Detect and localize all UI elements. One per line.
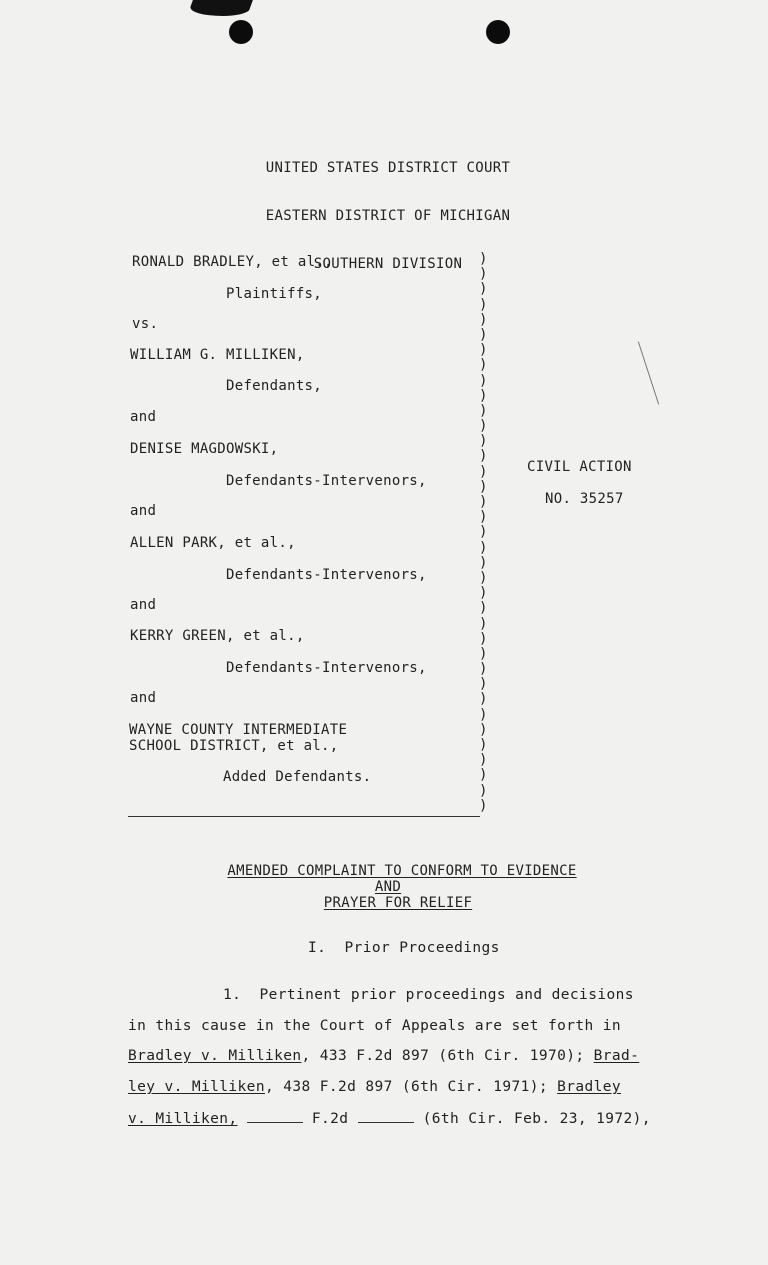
plaintiff-name: RONALD BRADLEY, et al., (132, 254, 333, 270)
paragraph-line (128, 1110, 651, 1127)
court-division: SOUTHERN DIVISION (313, 256, 463, 272)
conjunction-and: and (130, 690, 157, 706)
document-subtitle: PRAYER FOR RELIEF (323, 895, 473, 911)
case-citation: v. Milliken, (128, 1111, 238, 1127)
intervenor-role: Defendants-Intervenors, (226, 473, 427, 489)
added-defendant-role: Added Defendants. (223, 769, 372, 785)
section-heading: I. Prior Proceedings (308, 940, 500, 956)
citation-text: (6th Cir. Feb. 23, 1972), (422, 1111, 651, 1127)
intervenor-name: ALLEN PARK, et al., (130, 535, 296, 551)
citation-text: , 433 F.2d 897 (6th Cir. 1970); (301, 1048, 594, 1064)
intervenor-name: KERRY GREEN, et al., (130, 628, 305, 644)
paragraph-line (128, 1079, 621, 1095)
court-name: UNITED STATES DISTRICT COURT (265, 160, 511, 176)
conjunction-and: and (130, 409, 157, 425)
pencil-mark (638, 341, 659, 404)
document-title: AMENDED COMPLAINT TO CONFORM TO EVIDENCE (227, 863, 577, 879)
case-citation: ley v. Milliken (128, 1079, 265, 1095)
plaintiff-role: Plaintiffs, (226, 286, 323, 302)
versus: vs. (132, 316, 159, 332)
ink-smudge (187, 0, 253, 16)
court-district: EASTERN DISTRICT OF MICHIGAN (265, 208, 511, 224)
intervenor-role: Defendants-Intervenors, (226, 660, 427, 676)
defendant-role: Defendants, (226, 378, 323, 394)
case-citation: Bradley (557, 1079, 622, 1095)
caption-bracket-column: ) ) ) ) ) ) ) ) ) ) ) ) ) ) ) ) ) ) ) ) ) ) ) ) ) ) ) ) ) ) ) ) ) ) ) ) ) (479, 251, 488, 814)
intervenor-name: DENISE MAGDOWSKI, (130, 441, 279, 457)
conjunction-and: and (130, 597, 157, 613)
citation-text: , 438 F.2d 897 (6th Cir. 1971); (264, 1079, 558, 1095)
court-heading (0, 128, 768, 304)
defendant-name: WILLIAM G. MILLIKEN, (130, 347, 305, 363)
punch-hole-right (486, 20, 510, 44)
paragraph-line: 1. Pertinent prior proceedings and decisions (223, 987, 634, 1003)
paragraph-line: in this cause in the Court of Appeals are set forth in (128, 1018, 622, 1034)
added-defendant-line2: SCHOOL DISTRICT, et al., (129, 738, 339, 754)
punch-hole-left (229, 20, 253, 44)
case-citation: Bradley v. Milliken (128, 1048, 302, 1064)
paragraph-line (128, 1048, 639, 1064)
intervenor-role: Defendants-Intervenors, (226, 567, 427, 583)
case-number: NO. 35257 (545, 491, 624, 507)
citation-blank (247, 1110, 303, 1123)
case-citation: Brad- (593, 1048, 640, 1064)
caption-rule (128, 816, 480, 817)
added-defendant-line1: WAYNE COUNTY INTERMEDIATE (129, 722, 348, 738)
civil-action-label: CIVIL ACTION (527, 459, 632, 475)
citation-text: F.2d (311, 1111, 349, 1127)
document-title-conjunction: AND (374, 879, 402, 895)
citation-blank (358, 1110, 414, 1123)
conjunction-and: and (130, 503, 157, 519)
